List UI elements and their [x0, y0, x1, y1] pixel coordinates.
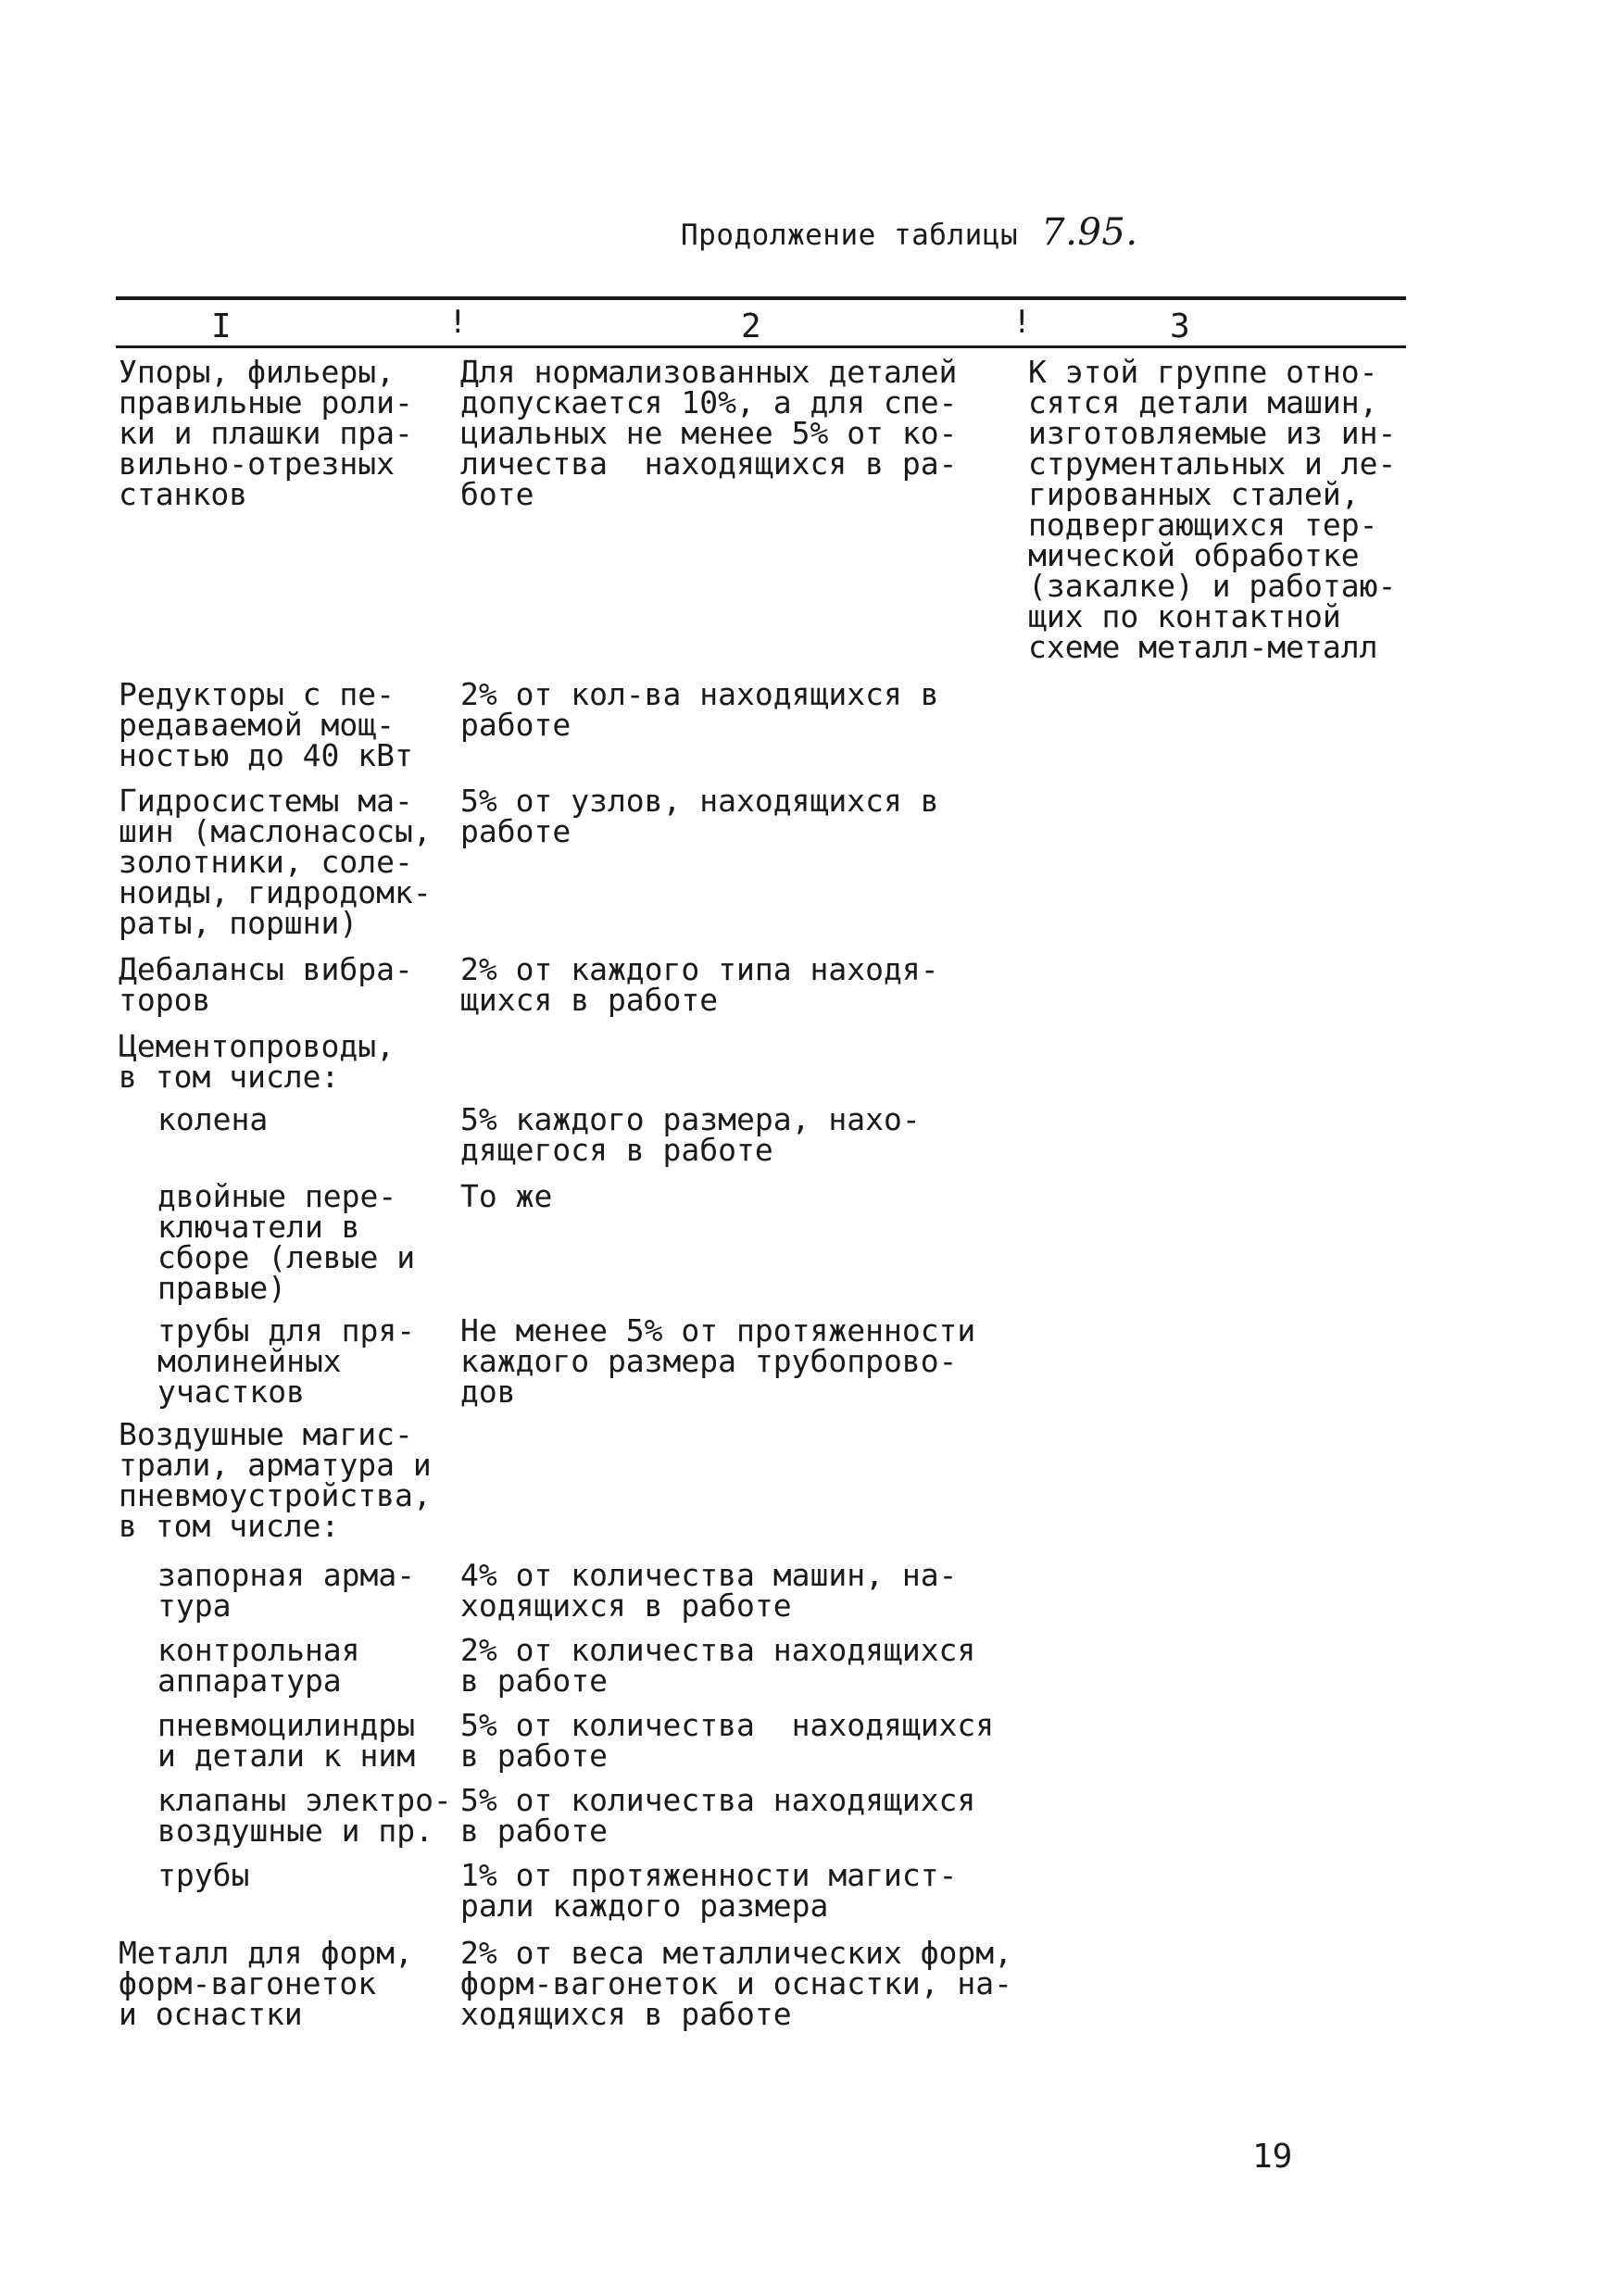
row-item-name: Металл для форм, форм-вагонеток и оснастки — [119, 1935, 413, 2032]
row-norm: 2% от количества находящихся в работе — [460, 1632, 976, 1699]
header-col-3: 3 — [1170, 307, 1190, 345]
row-norm: 5% каждого размера, нахо- дящегося в работе — [460, 1101, 921, 1168]
table-top-rule — [116, 296, 1406, 300]
row-note: К этой группе отно- сятся детали машин, изготовляемые из ин- струментальных и ле- гированных сталей, подвергающихся тер- мической обработке (закалке) и работаю- щих по контактной схеме металл-металл — [1028, 354, 1397, 665]
row-item-name: трубы — [157, 1857, 250, 1893]
table-header-rule — [116, 345, 1406, 348]
header-separator-1: ! — [448, 304, 468, 341]
row-norm: Не менее 5% от протяженности каждого размера трубопрово- дов — [460, 1312, 976, 1410]
row-item-name: Дебалансы вибра- торов — [119, 951, 413, 1018]
row-norm: 2% от веса металлических форм, форм-вагонеток и оснастки, на- ходящихся в работе — [460, 1935, 1013, 2032]
row-item-name: Цементопроводы, в том числе: — [119, 1028, 396, 1095]
row-norm: 5% от количества находящихся в работе — [460, 1782, 976, 1849]
row-item-name: Гидросистемы ма- шин (маслонасосы, золотники, соле- ноиды, гидродомк- раты, поршни) — [119, 783, 432, 941]
row-item-name: трубы для пря- молинейных участков — [157, 1312, 416, 1410]
row-item-name: двойные пере- ключатели в сборе (левые и правые) — [157, 1178, 416, 1306]
row-norm: 2% от кол-ва находящихся в работе — [460, 676, 939, 743]
page-number: 19 — [1252, 2138, 1293, 2176]
table-caption — [681, 211, 1138, 254]
header-col-1: I — [211, 307, 232, 345]
header-col-2: 2 — [741, 307, 761, 345]
row-item-name: Упоры, фильеры, правильные роли- ки и плашки пра- вильно-отрезных станков — [119, 354, 413, 512]
row-norm: 5% от количества находящихся в работе — [460, 1707, 995, 1774]
row-item-name: колена — [157, 1101, 269, 1137]
row-item-name: клапаны электро- воздушные и пр. — [157, 1782, 452, 1849]
table-number: 7.95. — [1041, 211, 1138, 254]
row-norm: 4% от количества машин, на- ходящихся в работе — [460, 1557, 958, 1624]
header-separator-2: ! — [1012, 304, 1032, 341]
row-item-name: запорная арма- тура — [157, 1557, 416, 1624]
row-item-name: Воздушные магис- трали, арматура и пневмоустройства, в том числе: — [119, 1416, 432, 1544]
row-item-name: Редукторы с пе- редаваемой мощ- ностью до 40 кВт — [119, 676, 413, 773]
row-norm: 1% от протяженности магист- рали каждого размера — [460, 1857, 958, 1924]
row-item-name: пневмоцилиндры и детали к ним — [157, 1707, 416, 1774]
row-norm: 5% от узлов, находящихся в работе — [460, 783, 939, 849]
row-item-name: контрольная аппаратура — [157, 1632, 360, 1699]
row-norm: Для нормализованных деталей допускается 10%, а для спе- циальных не менее 5% от ко- личества находящихся в ра- боте — [460, 354, 958, 512]
row-norm: 2% от каждого типа находя- щихся в работе — [460, 951, 939, 1018]
caption-text: Продолжение таблицы — [681, 219, 1019, 252]
row-norm: То же — [460, 1178, 553, 1214]
